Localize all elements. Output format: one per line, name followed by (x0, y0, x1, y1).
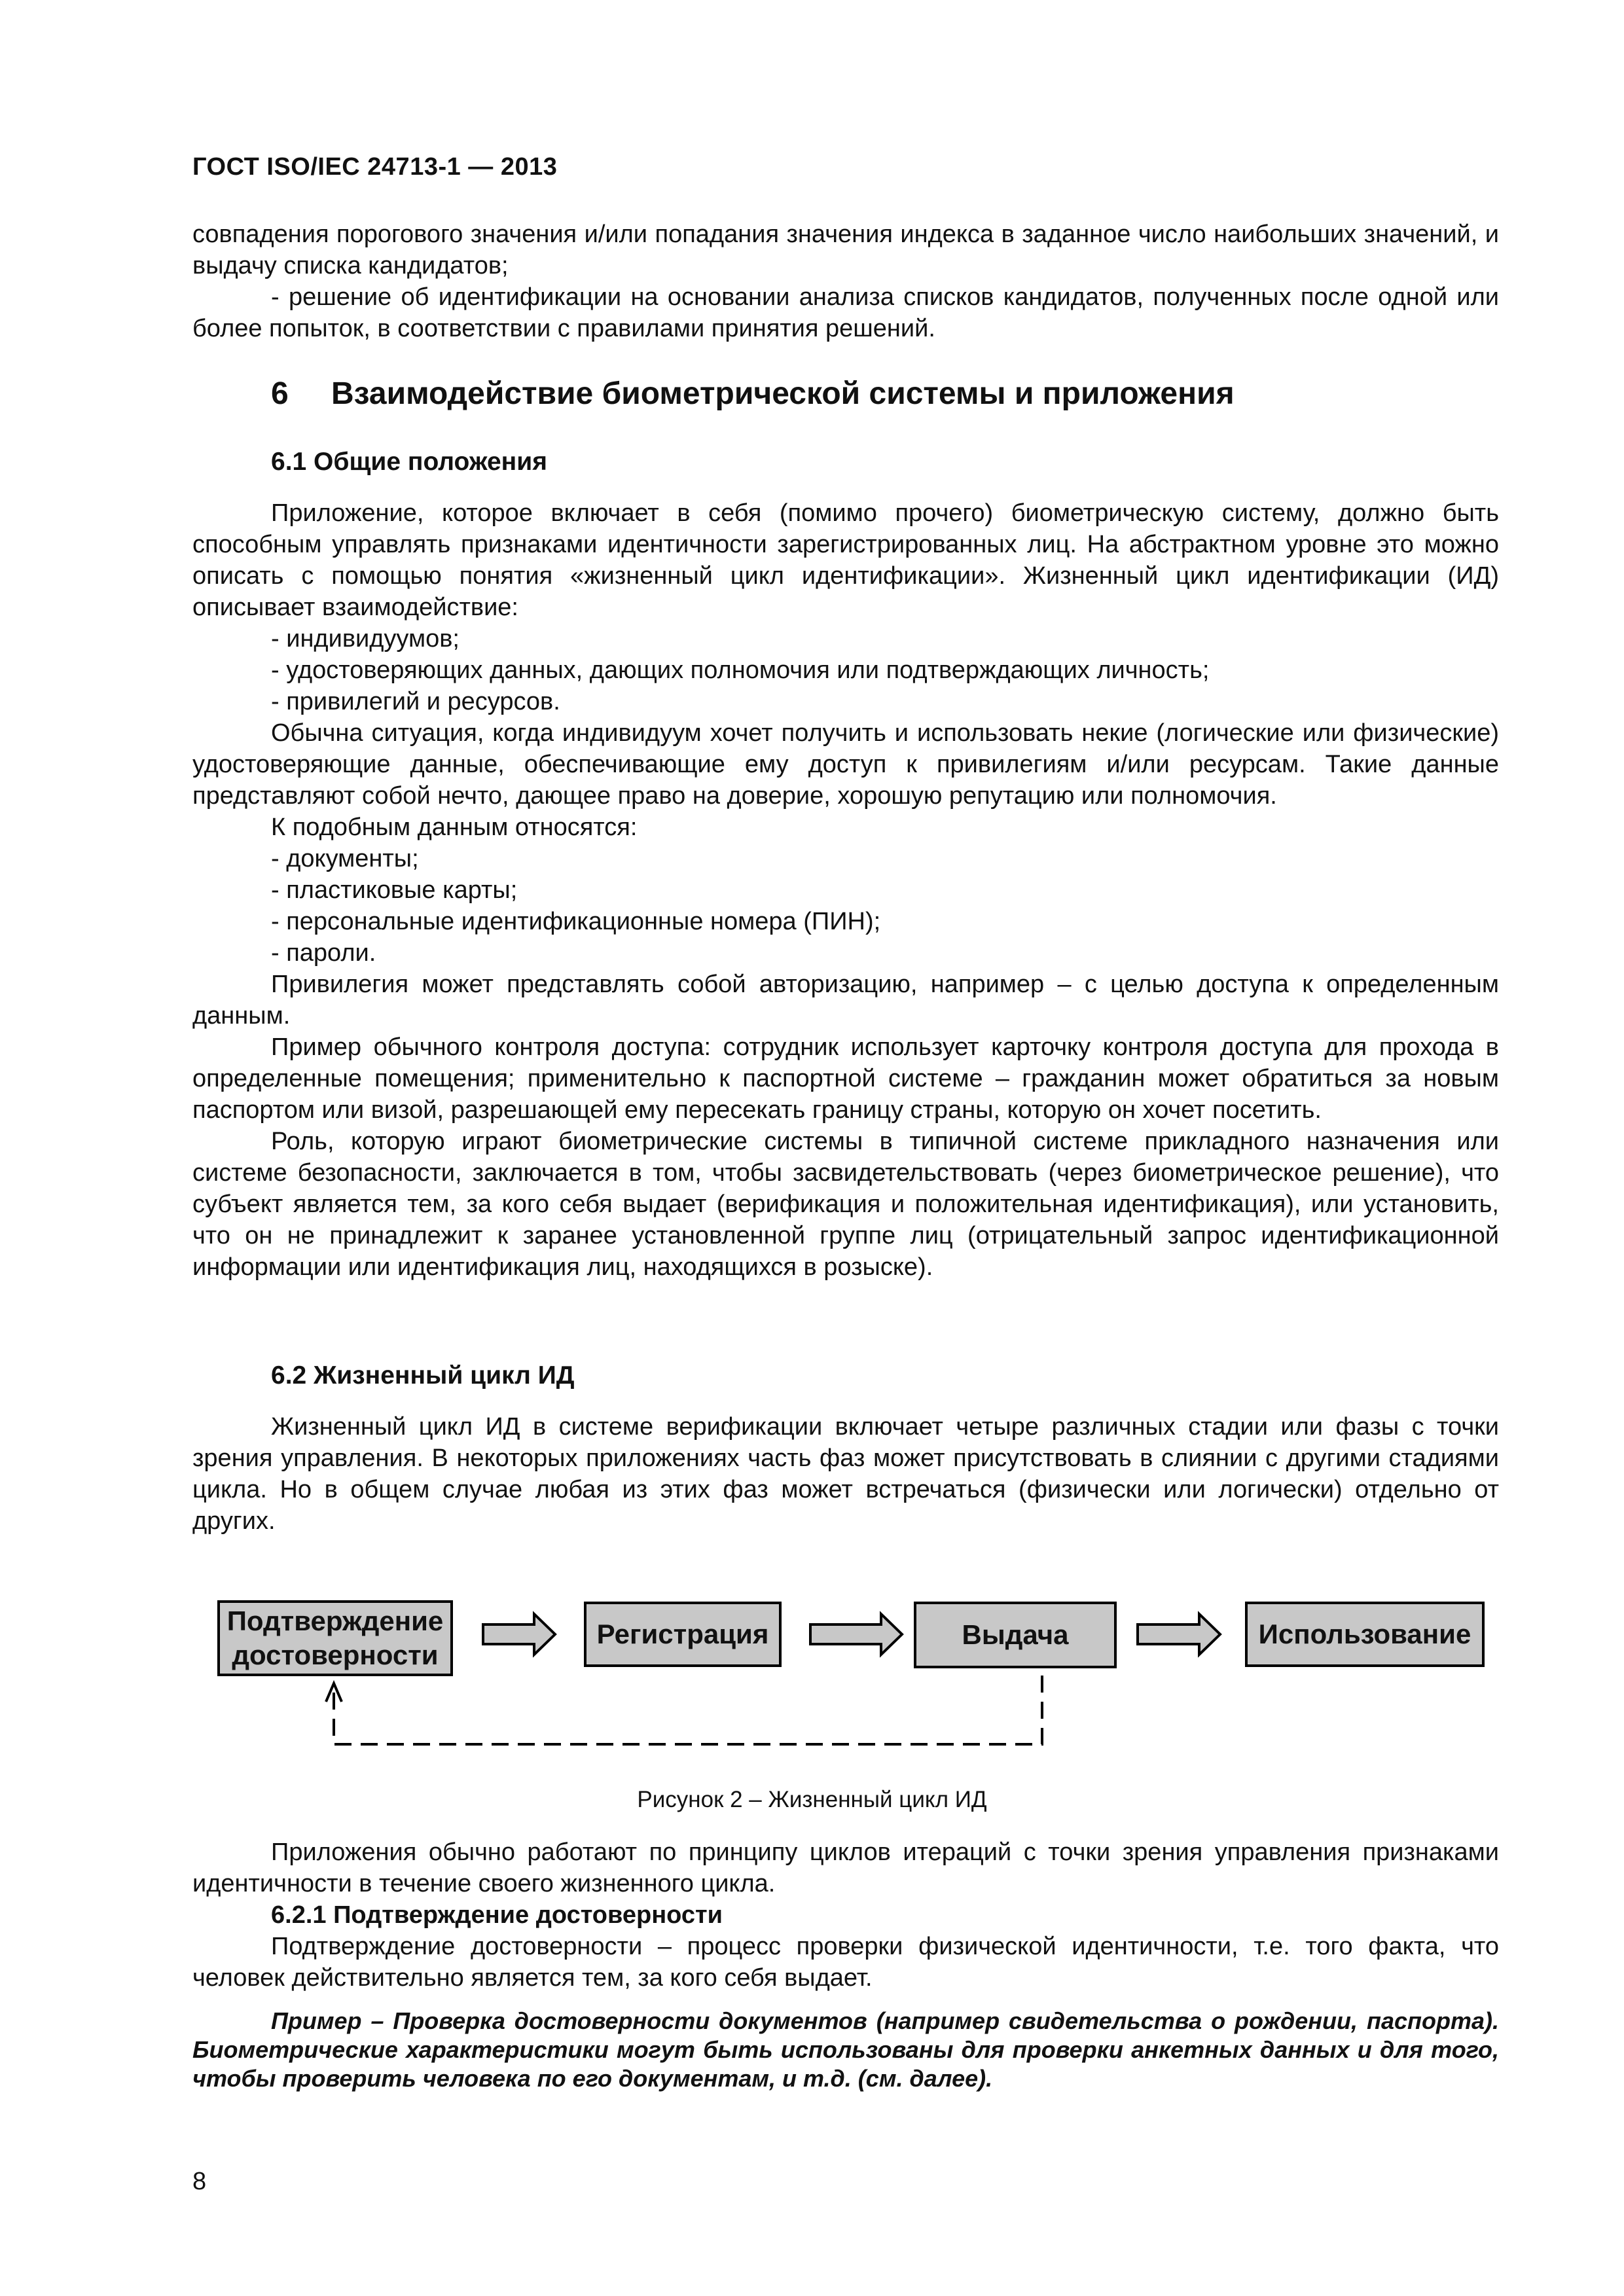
paragraph: Роль, которую играют биометрические системы в типичной системе прикладного назначения или системе безопасности, заключается в том, чтобы засвидетельствовать (через биометрическое решение), что субъект является тем, за кого себя выдает (верификация и положительная идентификация), или установить, что он не принадлежит к заранее установленной группе лиц (отрицательный запрос идентификационной информации или идентификация лиц, находящихся в розыске). (192, 1128, 1499, 1281)
stage-label-line: достоверности (232, 1640, 439, 1670)
arrow-2 (810, 1614, 902, 1655)
list-item: - пароли. (271, 939, 376, 967)
paragraph: К подобным данным относятся: (271, 814, 638, 841)
stage-label-line: Подтверждение (226, 1605, 444, 1636)
intro-list-item: - решение об идентификации на основании анализа списков кандидатов, полученных после одной или более попыток, в соответствии с правилами принятия решений. (192, 283, 1499, 342)
subsection-6-2-1-heading: 6.2.1 Подтверждение достоверности (271, 1901, 723, 1929)
list-item: - индивидуумов; (271, 625, 460, 653)
section-title: Взаимодействие биометрической системы и приложения (331, 376, 1235, 411)
section-6-1-heading: 6.1 Общие положения (271, 448, 547, 476)
document-header: ГОСТ ISO/IEC 24713-1 — 2013 (192, 153, 558, 181)
example-note: Пример – Проверка достоверности документов (например свидетельства о рождении, паспорта). Биометрические характеристики могут быть использованы для проверки анкетных данных и для того, чтобы проверить человека по его документам, и т.д. (см. далее). (192, 2007, 1499, 2092)
section-6-2-heading: 6.2 Жизненный цикл ИД (271, 1361, 575, 1390)
list-item: - удостоверяющих данных, дающих полномочия или подтверждающих личность; (271, 656, 1210, 684)
stage-box-proofing (217, 1600, 453, 1676)
section-number: 6 (271, 376, 289, 411)
paragraph: Приложение, которое включает в себя (помимо прочего) биометрическую систему, должно быть способным управлять признаками идентичности зарегистрированных лиц. На абстрактном уровне это можно описать с помощью понятия «жизненный цикл идентификации». Жизненный цикл идентификации (ИД) описывает взаимодействие: (192, 499, 1499, 621)
arrow-1 (483, 1614, 555, 1655)
arrow-3 (1138, 1614, 1220, 1655)
paragraph: Обычна ситуация, когда индивидуум хочет получить и использовать некие (логические или физические) удостоверяющие данные, обеспечивающие ему доступ к привилегиям и/или ресурсам. Такие данные представляют собой нечто, дающее право на доверие, хорошую репутацию или полномочия. (192, 719, 1499, 810)
list-item: - документы; (271, 845, 419, 872)
list-item: - привилегий и ресурсов. (271, 688, 560, 715)
paragraph: Приложения обычно работают по принципу циклов итераций с точки зрения управления признаками идентичности в течение своего жизненного цикла. (192, 1839, 1499, 1897)
list-item: - персональные идентификационные номера (ПИН); (271, 908, 881, 935)
intro-paragraph: совпадения порогового значения и/или попадания значения индекса в заданное число наибольших значений, и выдачу списка кандидатов; (192, 221, 1499, 279)
stage-box-usage: Использование (1245, 1602, 1485, 1667)
paragraph: Жизненный цикл ИД в системе верификации включает четыре различных стадии или фазы с точки зрения управления. В некоторых приложениях часть фаз может присутствовать в слиянии с другими стадиями цикла. Но в общем случае любая из этих фаз может встречаться (физически или логически) отдельно от других. (192, 1413, 1499, 1535)
after-figure-block (192, 1837, 1499, 2093)
paragraph: Пример обычного контроля доступа: сотрудник использует карточку контроля доступа для прохода в определенные помещения; применительно к паспортной системе – гражданин может обратиться за новым паспортом или визой, разрешающей ему пересекать границу страны, которую он хочет посетить. (192, 1033, 1499, 1124)
paragraph: Подтверждение достоверности – процесс проверки физической идентичности, т.е. того факта, что человек действительно является тем, за кого себя выдает. (192, 1933, 1499, 1992)
page-number: 8 (192, 2168, 207, 2195)
paragraph: Привилегия может представлять собой авторизацию, например – с целью доступа к определенным данным. (192, 971, 1499, 1030)
stage-box-issuance: Выдача (914, 1602, 1117, 1668)
feedback-dashed-line (326, 1676, 1042, 1744)
list-item: - пластиковые карты; (271, 876, 518, 904)
stage-box-registration: Регистрация (584, 1602, 782, 1667)
figure-caption: Рисунок 2 – Жизненный цикл ИД (637, 1787, 987, 1812)
